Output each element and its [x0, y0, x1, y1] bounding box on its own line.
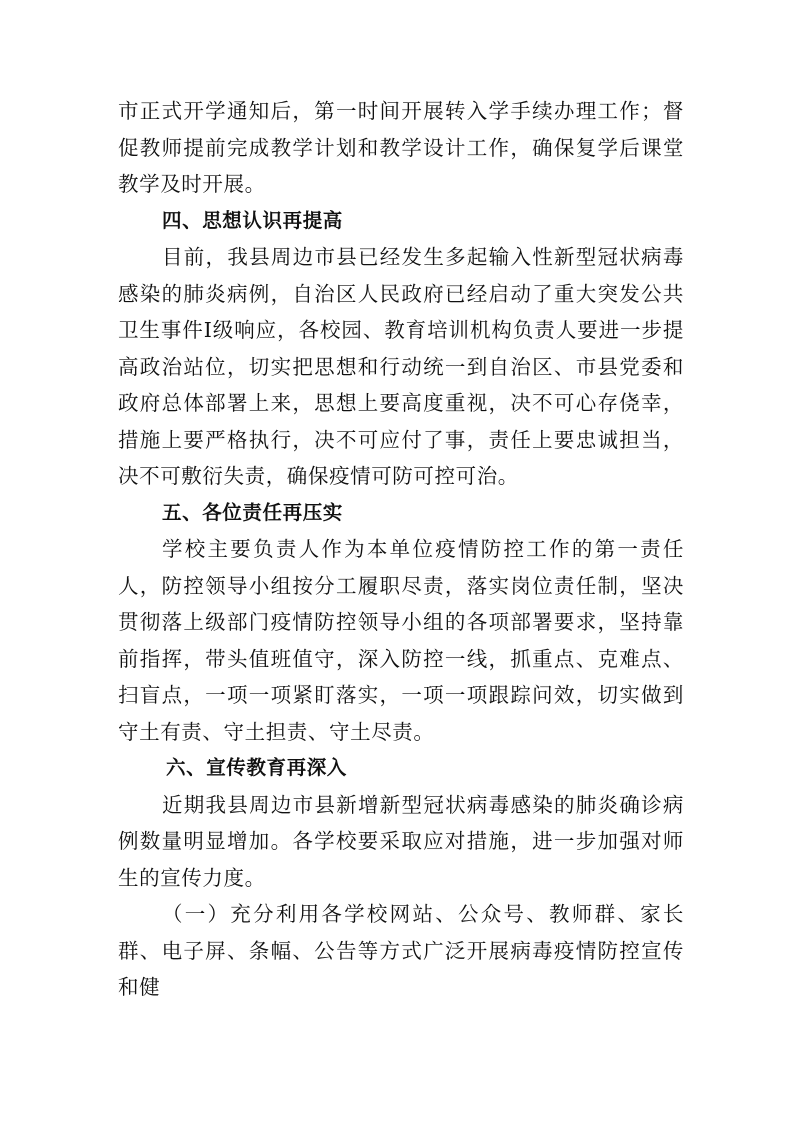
section-heading-4: 四、思想认识再提高	[162, 208, 343, 232]
section-heading-6: 六、宣传教育再深入	[166, 756, 347, 779]
paragraph-section-6-item-1: （一）充分利用各学校网站、公众号、教师群、家长群、电子屏、条幅、公告等方式广泛开展病毒疫情防控宣传和健	[118, 902, 684, 999]
paragraph-section-4: 目前，我县周边市县已经发生多起输入性新型冠状病毒感染的肺炎病例，自治区人民政府已经启动了重大突发公共卫生事件Ⅰ级响应，各校园、教育培训机构负责人要进一步提高政治站位，切实把思想和行动统一到自治区、市县党委和政府总体部署上来，思想上要高度重视，决不可心存侥幸，措施上要严格执行，决不可应付了事，责任上要忠诚担当，决不可敷衍失责，确保疫情可防可控可治。	[118, 245, 684, 488]
paragraph-section-6-intro: 近期我县周边市县新增新型冠状病毒感染的肺炎确诊病例数量明显增加。各学校要采取应对措施，进一步加强对师生的宣传力度。	[118, 792, 684, 890]
section-heading-5: 五、各位责任再压实	[162, 500, 343, 524]
paragraph-continuation: 市正式开学通知后，第一时间开展转入学手续办理工作；督促教师提前完成教学计划和教学设计工作，确保复学后课堂教学及时开展。	[118, 99, 684, 196]
document-body	[118, 93, 684, 1006]
paragraph-section-5: 学校主要负责人作为本单位疫情防控工作的第一责任人，防控领导小组按分工履职尽责，落实岗位责任制，坚决贯彻落上级部门疫情防控领导小组的各项部署要求，坚持靠前指挥，带头值班值守，深入防控一线，抓重点、克难点、扫盲点，一项一项紧盯落实，一项一项跟踪问效，切实做到守土有责、守土担责、守土尽责。	[118, 537, 684, 744]
